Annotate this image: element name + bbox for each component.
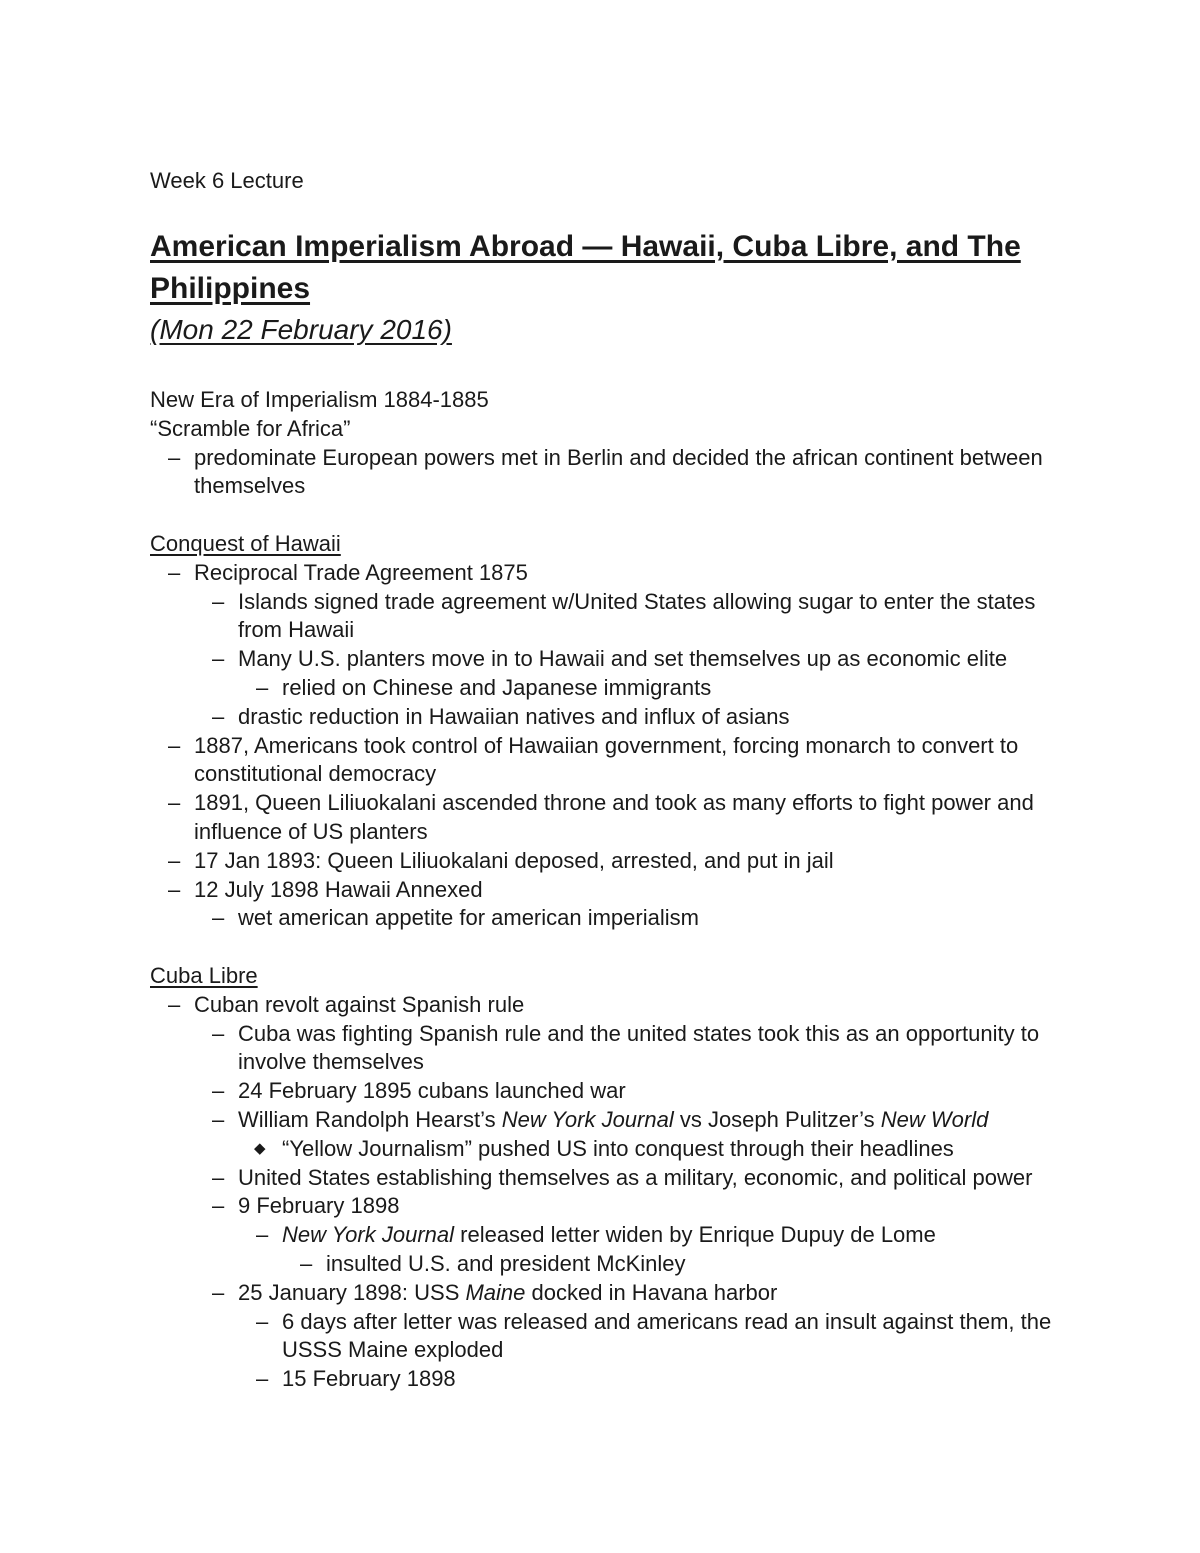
newspaper-title: New World xyxy=(880,1106,989,1132)
list-item: – Cuba was fighting Spanish rule and the united states took this as an opportunity to involve themselves xyxy=(212,1020,1040,1075)
dash-bullet: – xyxy=(256,1366,269,1392)
dash-bullet: – xyxy=(168,790,181,816)
list-item: – William Randolph Hearst’s New York Journal vs Joseph Pulitzer’s New World ◆ “Yellow Journalism” pushed US into conquest through their headlines xyxy=(194,1106,1070,1164)
list-item: – 24 February 1895 cubans launched war xyxy=(194,1077,1070,1106)
document-page xyxy=(150,166,1070,1394)
list-item: – Cuban revolt against Spanish rule – Cuba was fighting Spanish rule and the united states took this as an opportunity to involve themselves – 24 February 1895 cubans launched war – William Randolph Hearst’s New York Journal vs Joseph Pulitzer’s New World ◆ “Yellow Journalism” pushed US into conquest through their headlines – United States establishing themselves as a military, economic, and political power – 9 February 1898 – New York Journal released letter widen by Enrique Dupuy de Lome – insulted U.S. and president McKinley – 25 January 1898: USS Maine docked in Havana harbor – 6 days after letter was released and americans read an insult against them, the USSS Maine exploded – 15 February 1898 xyxy=(150,991,1070,1394)
list-item: – Many U.S. planters move in to Hawaii and set themselves up as economic elite – relied on Chinese and Japanese immigrants xyxy=(194,645,1070,703)
dash-bullet: – xyxy=(212,588,225,614)
dash-bullet: – xyxy=(212,905,225,931)
section-heading-hawaii: Conquest of Hawaii xyxy=(150,530,341,556)
list-item: – wet american appetite for american imperialism xyxy=(194,904,1070,933)
list-item: – predominate European powers met in Berlin and decided the african continent between themselves xyxy=(168,444,1043,499)
dash-bullet: – xyxy=(212,1193,225,1219)
dash-bullet: – xyxy=(168,847,181,873)
list-item: – United States establishing themselves as a military, economic, and political power xyxy=(194,1164,1070,1193)
hawaii-list xyxy=(150,559,1070,933)
newspaper-title: New York Journal xyxy=(501,1106,674,1132)
dash-bullet: – xyxy=(212,1279,225,1305)
list-item: – 1891, Queen Liliuokalani ascended throne and took as many efforts to fight power and influence of US planters xyxy=(168,790,1034,844)
list-item: ◆ “Yellow Journalism” pushed US into conquest through their headlines xyxy=(238,1135,1070,1164)
dash-bullet: – xyxy=(168,991,181,1017)
list-item: – 6 days after letter was released and americans read an insult against them, the USSS Maine exploded xyxy=(256,1308,1052,1363)
lecture-date: (Mon 22 February 2016) xyxy=(150,314,452,345)
list-item: – Reciprocal Trade Agreement 1875 – Islands signed trade agreement w/United States allowing sugar to enter the states from Hawaii – Many U.S. planters move in to Hawaii and set themselves up as economic elite – relied on Chinese and Japanese immigrants – drastic reduction in Hawaiian natives and influx of asians xyxy=(150,559,1070,732)
list-item: – drastic reduction in Hawaiian natives and influx of asians xyxy=(194,703,1070,732)
dash-bullet: – xyxy=(300,1250,313,1276)
notes-body xyxy=(150,386,1070,1394)
dash-bullet: – xyxy=(168,444,181,470)
dash-bullet: – xyxy=(212,1164,225,1190)
intro-line: New Era of Imperialism 1884-1885 xyxy=(150,387,489,412)
dash-bullet: – xyxy=(256,674,269,700)
dash-bullet: – xyxy=(168,876,181,902)
intro-list xyxy=(150,444,1070,502)
list-item: – 15 February 1898 xyxy=(238,1365,1070,1394)
dash-bullet: – xyxy=(212,1020,225,1046)
ship-name: Maine xyxy=(465,1279,526,1305)
section-heading-cuba: Cuba Libre xyxy=(150,962,258,988)
dash-bullet: – xyxy=(212,703,225,729)
list-item: – insulted U.S. and president McKinley xyxy=(282,1250,1070,1279)
cuba-list xyxy=(150,991,1070,1394)
list-item: – 9 February 1898 – New York Journal released letter widen by Enrique Dupuy de Lome – insulted U.S. and president McKinley xyxy=(194,1192,1070,1278)
dash-bullet: – xyxy=(256,1308,269,1334)
list-item: – 1887, Americans took control of Hawaiian government, forcing monarch to convert to constitutional democracy xyxy=(168,732,1019,787)
list-item: – 12 July 1898 Hawaii Annexed – wet american appetite for american imperialism xyxy=(150,876,1070,934)
dash-bullet: – xyxy=(168,732,181,758)
dash-bullet: – xyxy=(212,1106,225,1132)
dash-bullet: – xyxy=(212,1078,225,1104)
intro-subtitle: “Scramble for Africa” xyxy=(150,415,351,441)
newspaper-title: New York Journal xyxy=(282,1222,455,1248)
dash-bullet: – xyxy=(256,1222,269,1248)
dash-bullet: – xyxy=(212,646,225,672)
list-item: – New York Journal released letter widen by Enrique Dupuy de Lome – insulted U.S. and president McKinley xyxy=(238,1221,1070,1279)
list-item: – Islands signed trade agreement w/United States allowing sugar to enter the states from Hawaii xyxy=(212,588,1036,643)
list-item: – relied on Chinese and Japanese immigrants xyxy=(238,674,1070,703)
list-item: – 17 Jan 1893: Queen Liliuokalani deposed, arrested, and put in jail xyxy=(150,847,1070,876)
diamond-bullet-icon: ◆ xyxy=(254,1139,266,1157)
week-label: Week 6 Lecture xyxy=(150,168,304,193)
dash-bullet: – xyxy=(168,559,181,585)
list-item: – 25 January 1898: USS Maine docked in Havana harbor – 6 days after letter was released and americans read an insult against them, the USSS Maine exploded – 15 February 1898 xyxy=(194,1279,1070,1394)
lecture-title: American Imperialism Abroad — Hawaii, Cuba Libre, and The Philippines xyxy=(150,230,1021,305)
